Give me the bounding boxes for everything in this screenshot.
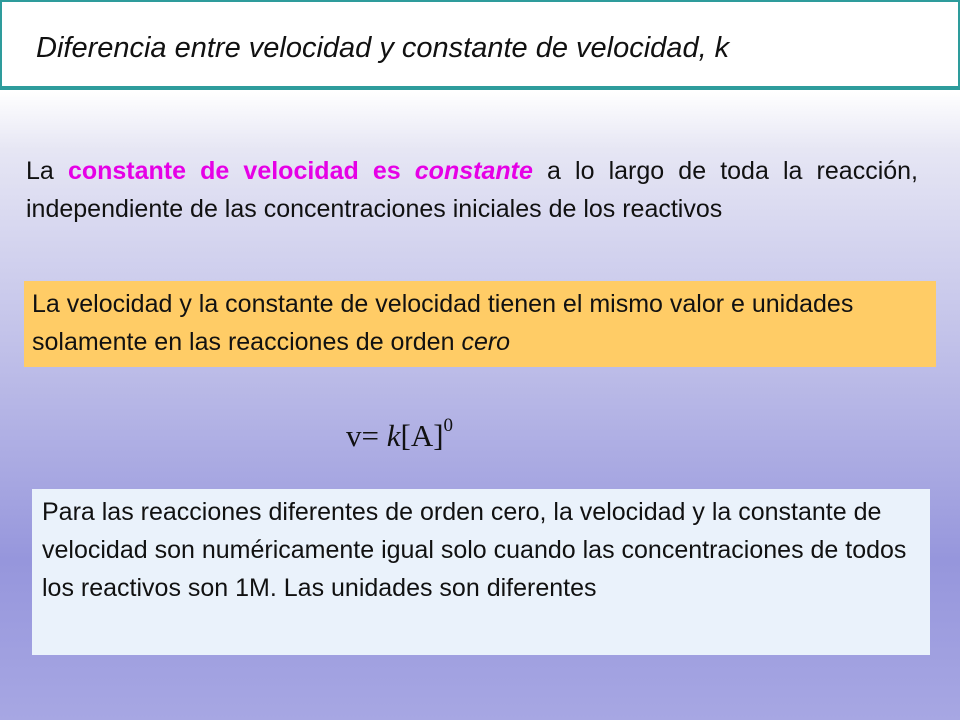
- paragraph-rest: a lo largo de toda la reacción, independiente de las concentraciones iniciales de los reactivos: [26, 157, 918, 223]
- other-orders-note-box: [32, 489, 930, 655]
- formula-bracket: [A]: [400, 418, 444, 453]
- paragraph-lead: La: [26, 157, 68, 185]
- zero-order-note-text: La velocidad y la constante de velocidad tienen el mismo valor e unidades solamente en las reacciones de orden: [32, 290, 854, 356]
- highlight-rate-constant: constante de velocidad es: [67, 157, 415, 185]
- rate-constant-paragraph: [26, 152, 918, 228]
- title-bar: [0, 0, 960, 90]
- title-divider: [0, 86, 960, 90]
- slide-title: Diferencia entre velocidad y constante de velocidad, k: [36, 32, 730, 64]
- highlight-constant: constante: [414, 157, 533, 185]
- other-orders-note-text: Para las reacciones diferentes de orden cero, la velocidad y la constante de velocidad son numéricamente igual solo cuando las concentraciones de todos los reactivos son 1M. Las unidades son diferentes: [42, 498, 907, 602]
- formula-prefix: v=: [346, 418, 387, 453]
- rate-law-formula: [346, 414, 454, 454]
- zero-order-note-box: [24, 281, 936, 367]
- formula-exponent: 0: [443, 414, 454, 436]
- zero-order-note-italic: cero: [461, 328, 511, 356]
- formula-k: k: [386, 418, 401, 453]
